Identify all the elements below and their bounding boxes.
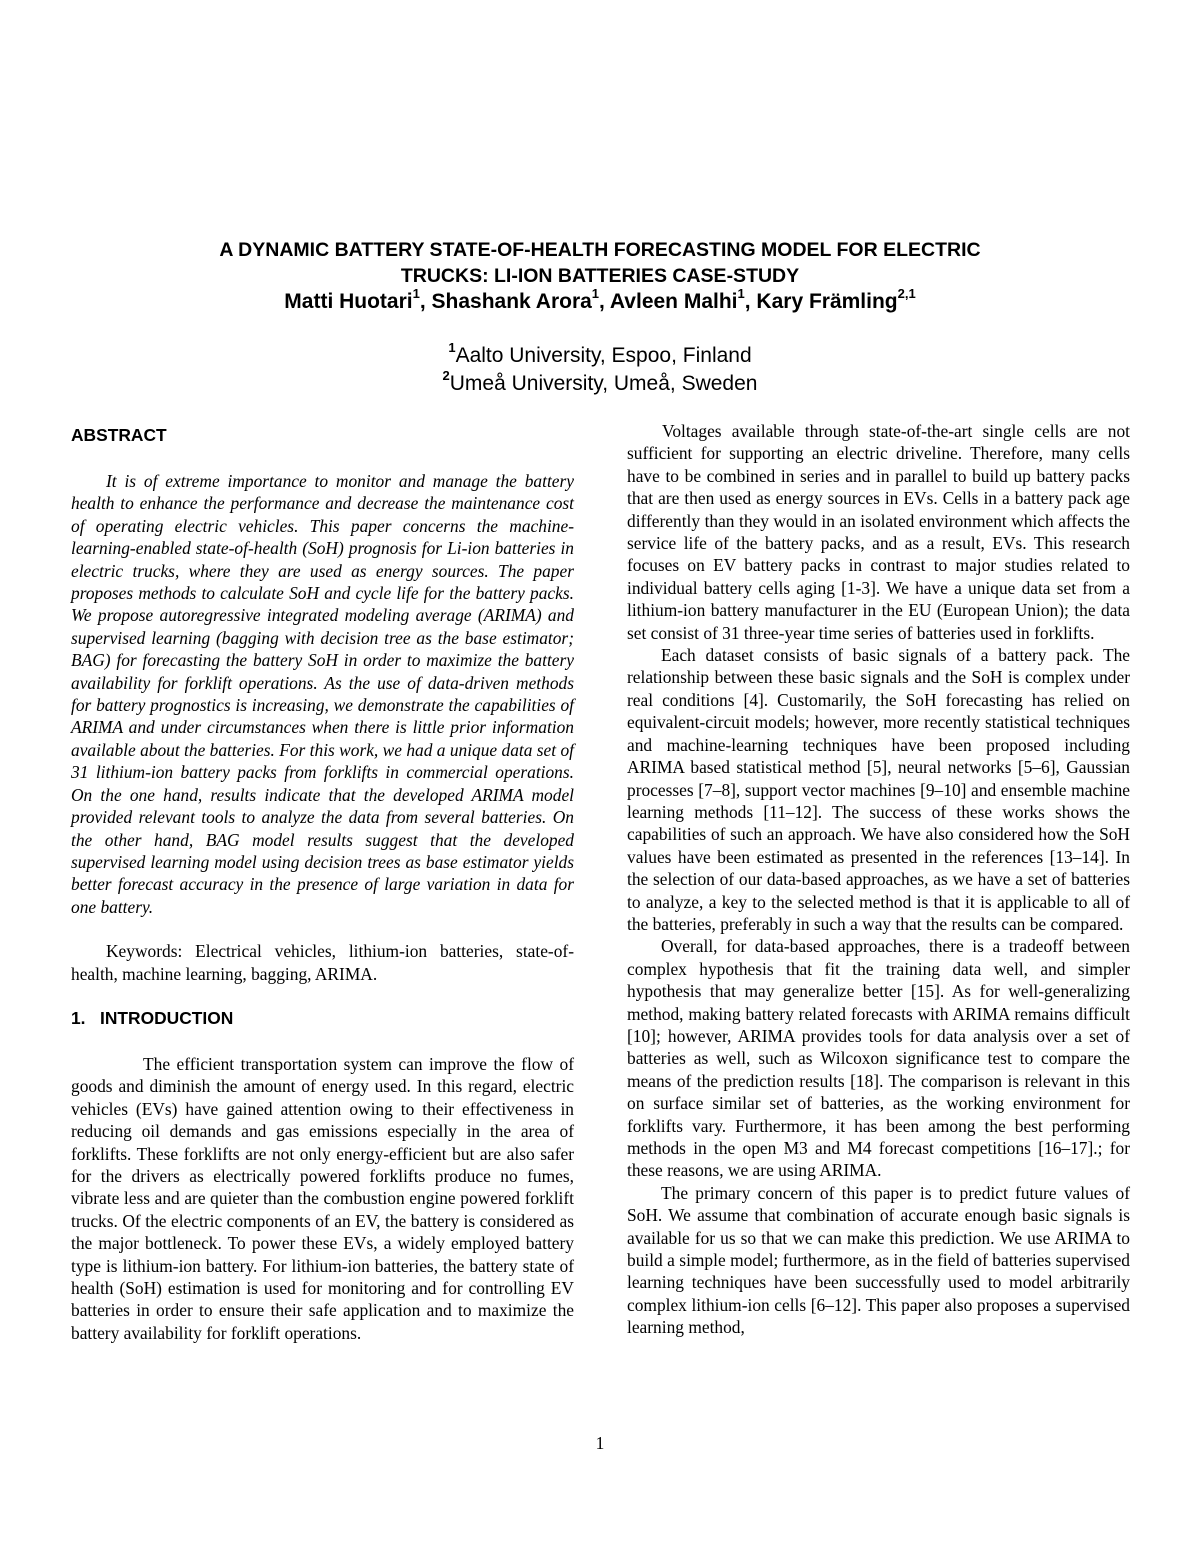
affiliation-mark: 1	[448, 340, 456, 355]
paper-title-line-1: A DYNAMIC BATTERY STATE-OF-HEALTH FORECASTING MODEL FOR ELECTRIC	[219, 239, 981, 261]
author-affiliation-mark: 1	[591, 286, 600, 301]
body-paragraph: The primary concern of this paper is to predict future values of SoH. We assume that combination of accurate enough basic signals is available for us so that we can make this prediction. We use ARIMA to build a simple model; furthermore, as in the field of batteries supervised learning techniques have been successfully used to model arbitrarily complex lithium-ion cells [6–12]. This paper also proposes a supervised learning method,	[627, 1182, 1130, 1338]
affiliation-text: Aalto University, Espoo, Finland	[455, 344, 752, 367]
author-separator: ,	[599, 290, 610, 313]
author-separator: ,	[419, 290, 432, 313]
author-name: Matti Huotari	[284, 290, 413, 313]
author-name: Shashank Arora	[431, 290, 592, 313]
left-column	[71, 420, 574, 1344]
body-paragraph: Each dataset consists of basic signals of a battery pack. The relationship between these basic signals and the SoH is complex under real conditions [4]. Customarily, the SoH forecasting has relied on equivalent-circuit models; however, more recently statistical techniques and machine-learning techniques have been proposed including ARIMA based statistical method [5], neural networks [5–6], Gaussian processes [7–8], support vector machines [9–10] and ensemble machine learning methods [11–12]. The success of these works shows the capabilities of such an approach. We have also considered how the SoH values have been estimated as presented in the references [13–14]. In the selection of our data-based approaches, as we have a set of batteries to analyze, a key to the selected method is that it is applicable to all of the batteries, preferably in such a way that the results can be compared.	[627, 645, 1130, 934]
author-separator: ,	[744, 290, 757, 313]
abstract-text: It is of extreme importance to monitor and manage the battery health to enhance the performance and decrease the maintenance cost of operating electric vehicles. This paper concerns the machine-learning-enabled state-of-health (SoH) prognosis for Li-ion batteries in electric trucks, where they are used as energy sources. The paper proposes methods to calculate SoH and cycle life for the battery packs. We propose autoregressive integrated modeling average (ARIMA) and supervised learning (bagging with decision tree as the base estimator; BAG) for forecasting the battery SoH in order to maximize the battery availability for forklift operations. As the use of data-driven methods for battery prognostics is increasing, we demonstrate the capabilities of ARIMA and under circumstances when there is little prior information available about the batteries. For this work, we had a unique data set of 31 lithium-ion battery packs from forklifts in commercial operations. On the one hand, results indicate that the developed ARIMA model provided relevant tools to analyze the data from several batteries. On the other hand, BAG model results suggest that the developed supervised learning model using decision trees as base estimator yields better forecast accuracy in the presence of large variation in data for one battery.	[71, 471, 574, 917]
author-affiliation-mark: 1	[737, 286, 745, 301]
author-list	[0, 287, 1200, 317]
author-affiliation-mark: 2,1	[897, 286, 916, 301]
introduction-paragraph: The efficient transportation system can improve the flow of goods and diminish the amount of energy used. In this regard, electric vehicles (EVs) have gained attention owing to their effectiveness in reducing oil demands and gas emissions especially in the area of forklifts. These forklifts are not only energy-efficient but are also safer for the drivers as electrically powered forklifts produce no fumes, vibrate less and are quieter than the combustion engine powered forklift trucks. Of the electric components of an EV, the battery is considered as the major bottleneck. To power these EVs, a widely employed battery type is lithium-ion battery. For lithium-ion batteries, the battery state of health (SoH) estimation is used for monitoring and for controlling EV batteries in order to ensure their safe application and to maximize the battery availability for forklift operations.	[71, 1053, 574, 1343]
affiliation-2	[0, 370, 1200, 398]
author-name: Kary Främling	[756, 290, 898, 313]
right-column	[627, 420, 1130, 1339]
abstract-heading: ABSTRACT	[71, 425, 167, 445]
paper-title-line-2: TRUCKS: LI-ION BATTERIES CASE-STUDY	[400, 265, 800, 287]
body-paragraph: Voltages available through state-of-the-art single cells are not sufficient for supporting an electric driveline. Therefore, many cells have to be combined in series and in parallel to build up battery packs that are then used as energy sources in EVs. Cells in a battery pack age differently than they would in an isolated environment which affects the service life of the battery packs, and as a result, EVs. This research focuses on EV battery packs in contrast to major studies related to individual battery cells aging [1-3]. We have a unique data set from a lithium-ion battery manufacturer in the EU (European Union); the data set consist of 31 three-year time series of batteries used in forklifts.	[627, 421, 1130, 643]
page-number: 1	[595, 1433, 605, 1453]
affiliation-mark: 2	[442, 368, 450, 383]
affiliation-text: Umeå University, Umeå, Sweden	[449, 372, 758, 395]
affiliation-1	[0, 342, 1200, 370]
keywords: Keywords: Electrical vehicles, lithium-ion batteries, state-of-health, machine learning, bagging, ARIMA.	[71, 941, 574, 984]
author-name: Avleen Malhi	[609, 290, 738, 313]
author-affiliation-mark: 1	[412, 286, 420, 301]
body-paragraph: Overall, for data-based approaches, there is a tradeoff between complex hypothesis that fit the training data well, and simpler hypothesis that may generalize better [15]. As for well-generalizing method, making battery related forecasts with ARIMA remains difficult [10]; however, ARIMA provides tools for data analysis over a set of batteries as well, such as Wilcoxon significance test to compare the means of the prediction results [18]. The comparison is relevant in this on surface similar set of batteries, as the working environment for forklifts vary. Furthermore, it has been among the best performing methods in the open M3 and M4 forecast competitions [16–17].; for these reasons, we are using ARIMA.	[627, 936, 1130, 1181]
introduction-heading: 1. INTRODUCTION	[71, 1007, 234, 1028]
